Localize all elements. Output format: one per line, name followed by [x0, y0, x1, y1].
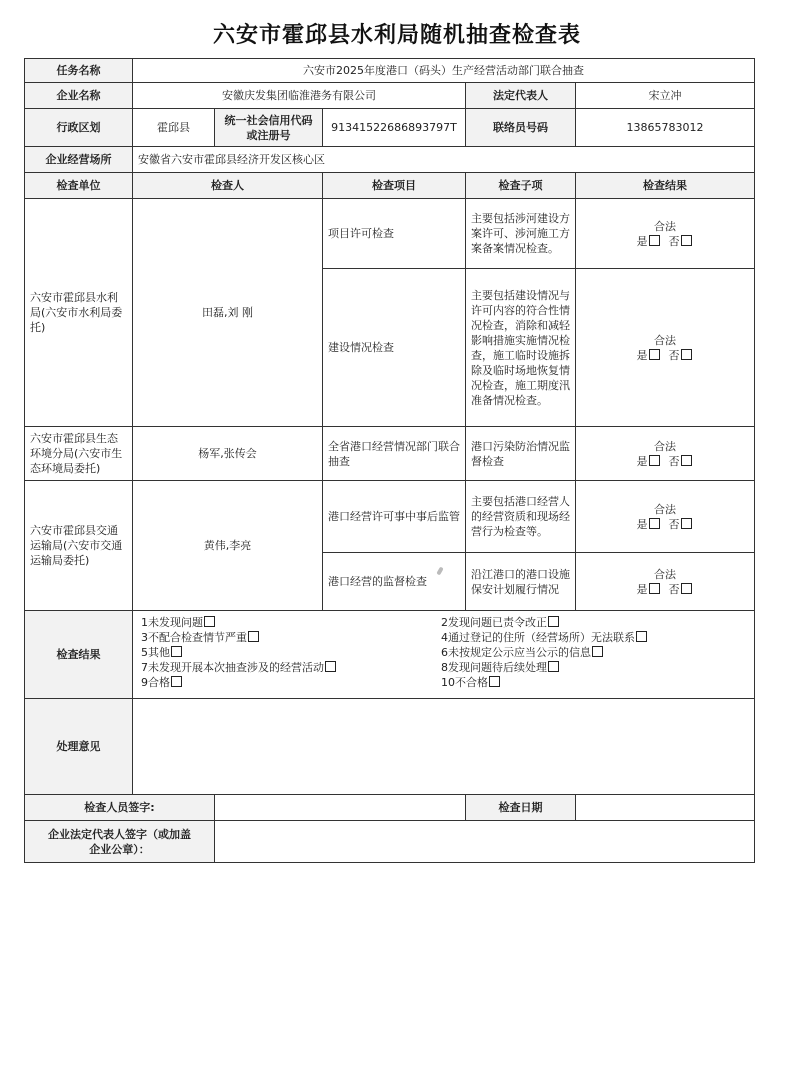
business-place-value: 安徽省六安市霍邱县经济开发区核心区 — [133, 147, 755, 173]
admin-region-value: 霍邱县 — [133, 109, 215, 147]
region-row — [25, 109, 755, 147]
task-name-value: 六安市2025年度港口（码头）生产经营活动部门联合抽查 — [133, 59, 755, 83]
yes-checkbox[interactable] — [649, 518, 660, 529]
option-checkbox[interactable] — [592, 646, 603, 657]
result-option: 4通过登记的住所（经营场所）无法联系 — [441, 630, 746, 645]
option-checkbox[interactable] — [548, 661, 559, 672]
result-cell — [576, 269, 755, 427]
no-checkbox[interactable] — [681, 518, 692, 529]
inspect-subitem: 港口污染防治情况监督检查 — [466, 427, 576, 481]
inspector-sign-field[interactable] — [215, 795, 466, 821]
inspect-item: 港口经营许可事中事后监管 — [323, 481, 466, 553]
inspector-sign-label: 检查人员签字: — [25, 795, 215, 821]
result-section-label: 检查结果 — [25, 611, 133, 699]
option-checkbox[interactable] — [548, 616, 559, 627]
company-row — [25, 83, 755, 109]
legal-label: 合法 — [654, 567, 677, 581]
legal-label: 合法 — [654, 333, 677, 347]
result-option: 10不合格 — [441, 675, 746, 690]
inspector-names: 杨军,张传会 — [133, 427, 323, 481]
option-checkbox[interactable] — [248, 631, 259, 642]
no-checkbox[interactable] — [681, 349, 692, 360]
result-option: 1未发现问题 — [141, 615, 441, 630]
result-option: 5其他 — [141, 645, 441, 660]
no-label: 否 — [668, 234, 680, 248]
contact-value: 13865783012 — [576, 109, 755, 147]
opinion-label: 处理意见 — [25, 699, 133, 795]
no-checkbox[interactable] — [681, 455, 692, 466]
inspect-unit: 六安市霍邱县水利局(六安市水利局委托) — [25, 199, 133, 427]
credit-code-label: 统一社会信用代码或注册号 — [215, 109, 323, 147]
no-label: 否 — [668, 348, 680, 362]
inspect-result-header: 检查结果 — [576, 173, 755, 199]
yes-checkbox[interactable] — [649, 349, 660, 360]
yes-label: 是 — [636, 454, 648, 468]
yes-checkbox[interactable] — [649, 455, 660, 466]
legal-sign-field[interactable] — [215, 821, 755, 863]
inspect-subitem: 主要包括涉河建设方案许可、涉河施工方案备案情况检查。 — [466, 199, 576, 269]
company-name-value: 安徽庆发集团临淮港务有限公司 — [133, 83, 466, 109]
page-title: 六安市霍邱县水利局随机抽查检查表 — [212, 23, 581, 48]
result-option: 2发现问题已责令改正 — [441, 615, 746, 630]
inspection-row — [25, 481, 755, 553]
result-option: 3不配合检查情节严重 — [141, 630, 441, 645]
legal-rep-value: 宋立冲 — [576, 83, 755, 109]
option-checkbox[interactable] — [204, 616, 215, 627]
yes-label: 是 — [636, 234, 648, 248]
inspection-row — [25, 199, 755, 269]
inspection-form — [24, 58, 755, 863]
yes-checkbox[interactable] — [649, 235, 660, 246]
option-checkbox[interactable] — [171, 676, 182, 687]
inspector-names: 黄伟,李亮 — [133, 481, 323, 611]
option-checkbox[interactable] — [636, 631, 647, 642]
result-option: 9合格 — [141, 675, 441, 690]
result-cell — [576, 481, 755, 553]
inspector-header: 检查人 — [133, 173, 323, 199]
contact-label: 联络员号码 — [466, 109, 576, 147]
company-name-label: 企业名称 — [25, 83, 133, 109]
inspect-item: 全省港口经营情况部门联合抽查 — [323, 427, 466, 481]
legal-sign-label: 企业法定代表人签字（或加盖企业公章）： — [25, 821, 215, 863]
no-label: 否 — [668, 582, 680, 596]
inspect-item-header: 检查项目 — [323, 173, 466, 199]
inspect-item: 项目许可检查 — [323, 199, 466, 269]
option-checkbox[interactable] — [171, 646, 182, 657]
inspect-date-label: 检查日期 — [466, 795, 576, 821]
option-checkbox[interactable] — [489, 676, 500, 687]
admin-region-label: 行政区划 — [25, 109, 133, 147]
no-checkbox[interactable] — [681, 583, 692, 594]
inspect-subitem-header: 检查子项 — [466, 173, 576, 199]
inspection-row — [25, 427, 755, 481]
inspect-unit: 六安市霍邱县生态环境分局(六安市生态环境局委托) — [25, 427, 133, 481]
inspect-date-field[interactable] — [576, 795, 755, 821]
inspector-names: 田磊,刘 刚 — [133, 199, 323, 427]
legal-label: 合法 — [654, 502, 677, 516]
business-place-row — [25, 147, 755, 173]
legal-sign-row — [25, 821, 755, 863]
result-cell — [576, 199, 755, 269]
legal-rep-label: 法定代表人 — [466, 83, 576, 109]
business-place-label: 企业经营场所 — [25, 147, 133, 173]
legal-label: 合法 — [654, 439, 677, 453]
result-option: 6未按规定公示应当公示的信息 — [441, 645, 746, 660]
result-option: 7未发现开展本次抽查涉及的经营活动 — [141, 660, 441, 675]
yes-label: 是 — [636, 582, 648, 596]
no-label: 否 — [668, 517, 680, 531]
inspect-unit: 六安市霍邱县交通运输局(六安市交通运输局委托) — [25, 481, 133, 611]
no-label: 否 — [668, 454, 680, 468]
opinion-field[interactable] — [133, 699, 755, 795]
inspect-item: 建设情况检查 — [323, 269, 466, 427]
result-option: 8发现问题待后续处理 — [441, 660, 746, 675]
inspect-unit-header: 检查单位 — [25, 173, 133, 199]
inspect-subitem: 沿江港口的港口设施保安计划履行情况 — [466, 553, 576, 611]
inspection-header-row — [25, 173, 755, 199]
result-options-row — [25, 611, 755, 699]
opinion-row — [25, 699, 755, 795]
yes-checkbox[interactable] — [649, 583, 660, 594]
yes-label: 是 — [636, 517, 648, 531]
sign-row — [25, 795, 755, 821]
credit-code-value: 91341522686893797T — [323, 109, 466, 147]
legal-label: 合法 — [654, 219, 677, 233]
result-options — [133, 611, 755, 699]
inspect-item: 港口经营的监督检查 — [323, 553, 466, 611]
option-checkbox[interactable] — [325, 661, 336, 672]
result-cell — [576, 427, 755, 481]
task-name-label: 任务名称 — [25, 59, 133, 83]
result-cell — [576, 553, 755, 611]
inspect-subitem: 主要包括港口经营人的经营资质和现场经营行为检查等。 — [466, 481, 576, 553]
yes-label: 是 — [636, 348, 648, 362]
task-name-row — [25, 59, 755, 83]
no-checkbox[interactable] — [681, 235, 692, 246]
inspect-subitem: 主要包括建设情况与许可内容的符合性情况检查，消除和减轻影响措施实施情况检查，施工临时设施拆除及临时场地恢复情况检查，施工期度汛准备情况检查。 — [466, 269, 576, 427]
